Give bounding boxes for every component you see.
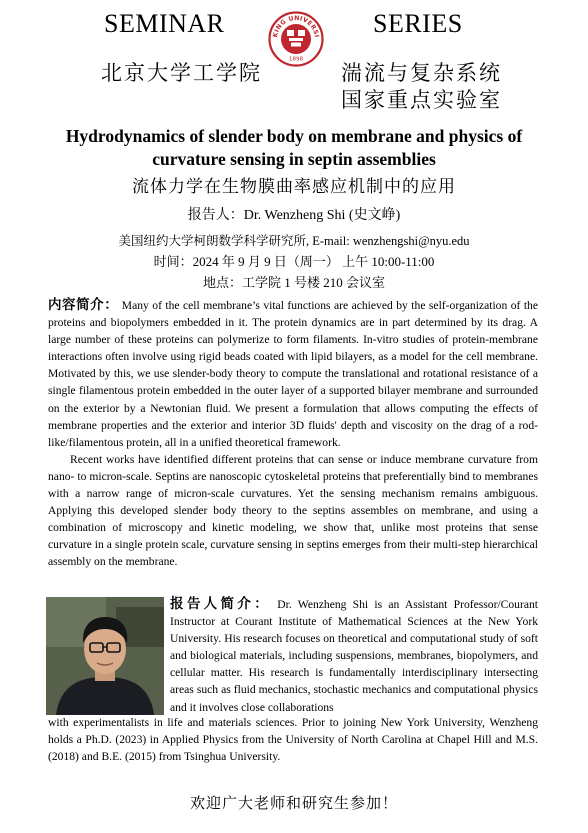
- abstract-paragraph-2: [48, 451, 538, 571]
- abstract-text-2: Recent works have identified different proteins that can sense or induce membrane curvature from nano- to micron-scale. Septins are nanoscopic cytoskeletal proteins that preferentially bind to membranes with a narrow range of micron-scale curvatures. Yet the sensing mechanism remains ambiguous. Applying this developed slender body theory to the septins assembles on membrane, and using a combination of microscopy and kinetic modeling, we show that, unlike most proteins that sense curvature in a single protein scale, curvature sensing in septins emerges from their multi-step hierarchical assembly on the membrane.: [48, 452, 538, 569]
- bio-text-right: Dr. Wenzheng Shi is an Assistant Professor/Courant Instructor at Courant Institute of Mathematical Sciences at the New York University. His research focuses on theoretical and computational study of soft and biological materials, including suspensions, membranes, biopolymers, and cellular matter. His research is fundamentally interdisciplinary intersecting areas such as fluid mechanics, stochastic mechanics and computational physics and it involves close collaborations: [170, 598, 539, 714]
- talk-title-en: Hydrodynamics of slender body on membrane and physics of curvature sensing in septin assemblies: [65, 126, 523, 169]
- abstract-text-1: Many of the cell membrane’s vital functions are achieved by the self-organization of the proteins and biopolymers embedded in it. The protein dynamics are in part determined by its drag. A large number of these proteins can polymerize to form filaments. In-vitro studies of protein-membrane interactions often involve using rigid beads coated with lipid bilayers, as a model for the cell membrane. Motivated by this, we use slender-body theory to compute the translational and rotational resistance of a single filamentous protein embedded in the outer layer of a supported bilayer membrane and surrounded on the exterior by a Newtonian fluid. We present a formulation that allows computing the effects of membrane properties and the exterior and interior 3D fluids' depth and viscosity on the drag of a rod-like/filamentous protein, all in a unified theoretical framework.: [48, 299, 538, 449]
- org-right-name-line1: 湍流与复杂系统: [341, 61, 502, 85]
- bio-label: 报告人简介：: [170, 596, 272, 611]
- bio-bottom: [48, 714, 538, 765]
- logo-text: KING UNIVERSI: [271, 14, 320, 39]
- series-heading: SERIES: [373, 9, 463, 38]
- bio-top: [170, 595, 538, 716]
- welcome-message: 欢迎广大老师和研究生参加！: [189, 796, 398, 812]
- location-line: 地点：工学院 1 号楼 210 会议室: [202, 275, 385, 290]
- abstract: [48, 296, 538, 571]
- talk-title-cn: 流体力学在生物膜曲率感应机制中的应用: [132, 177, 456, 196]
- affiliation-line: 美国纽约大学柯朗数学科学研究所, E-mail: wenzhengshi@nyu.edu: [118, 234, 470, 248]
- abstract-label: 内容简介：: [48, 297, 119, 312]
- org-left-name: 北京大学工学院: [101, 61, 262, 85]
- bio-text-full: with experimentalists in life and materials sciences. Prior to joining New York University, Wenzheng holds a Ph.D. (2023) in Applied Physics from the University of North Carolina at Chapel Hill and M.S. (2018) and B.E. (2015) from Tsinghua University.: [48, 716, 538, 764]
- peking-university-logo: [268, 11, 324, 67]
- time-line: 时间：2024 年 9 月 9 日（周一） 上午 10:00-11:00: [153, 254, 435, 269]
- abstract-paragraph-1: [48, 296, 538, 451]
- speaker-line: 报告人：Dr. Wenzheng Shi (史文峥): [187, 208, 401, 223]
- org-right-name-line2: 国家重点实验室: [341, 88, 502, 112]
- seminar-heading: SEMINAR: [104, 9, 225, 38]
- speaker-photo: [46, 597, 164, 715]
- logo-year: 1898: [289, 56, 303, 63]
